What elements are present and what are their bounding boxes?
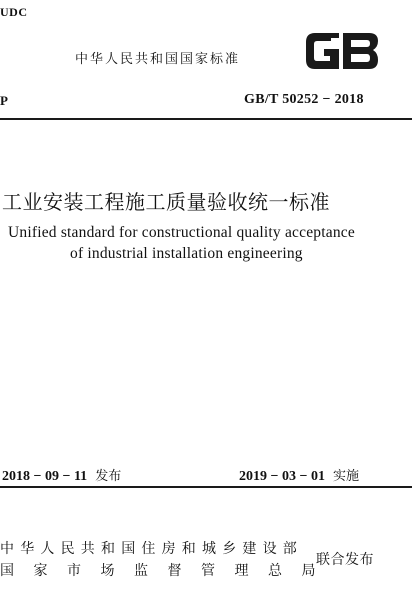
title-english-line2: of industrial installation engineering [70, 245, 303, 262]
publisher-line1: 中华人民共和国住房和城乡建设部 [0, 541, 303, 557]
implement-date: 2019 − 03 − 01 [239, 469, 325, 484]
title-chinese: 工业安装工程施工质量验收统一标准 [2, 190, 330, 214]
issue-label: 发布 [95, 469, 122, 484]
issue-date-block [2, 465, 121, 485]
category-code: P [0, 93, 8, 108]
bottom-divider [0, 486, 412, 488]
issue-date: 2018 − 09 − 11 [2, 469, 88, 484]
implement-date-block [239, 465, 359, 485]
implement-label: 实施 [332, 469, 359, 484]
standard-type-heading: 中华人民共和国国家标准 [75, 52, 241, 67]
gb-logo-icon [303, 30, 381, 72]
standard-number: GB/T 50252 − 2018 [244, 92, 364, 107]
joint-publish-label: 联合发布 [316, 552, 374, 568]
title-english-line1: Unified standard for constructional quality acceptance [8, 224, 355, 241]
gb-logo [303, 30, 381, 72]
top-divider [0, 118, 412, 120]
udc-label: UDC [0, 5, 28, 19]
publisher-line2: 国家市场监督管理总局 [0, 563, 335, 579]
